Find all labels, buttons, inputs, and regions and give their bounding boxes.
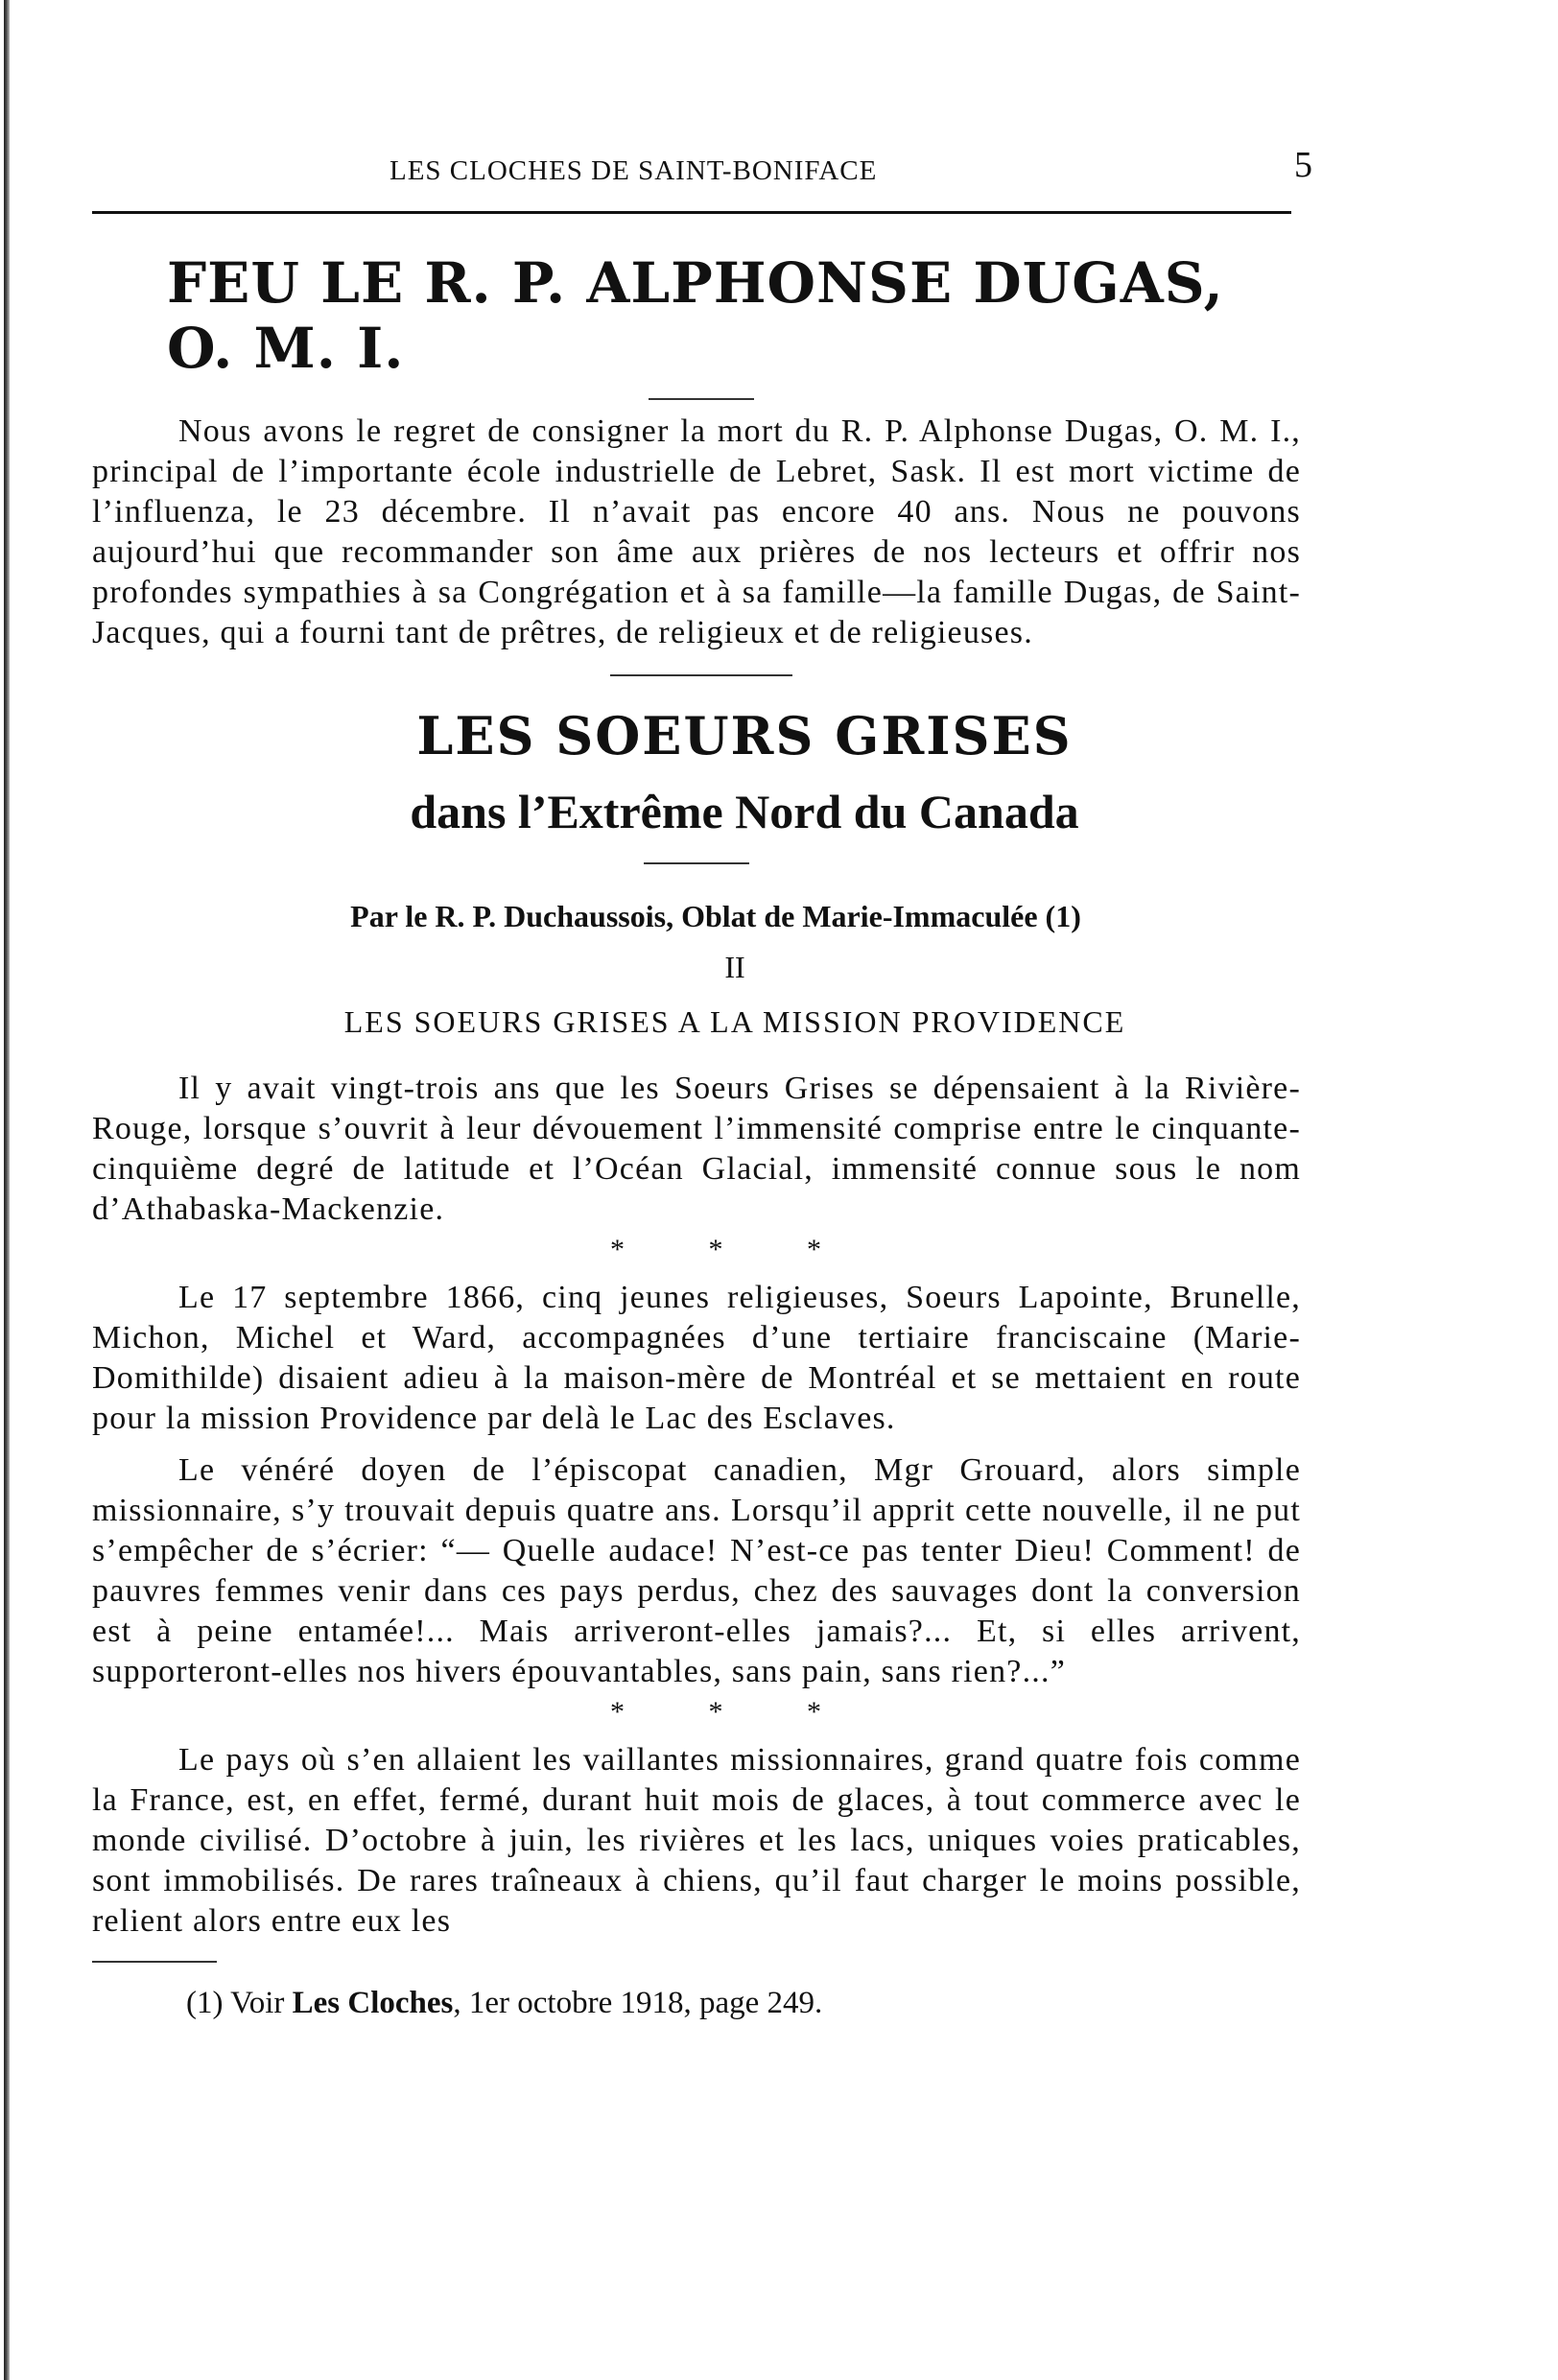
article-paragraph: Le pays où s’en allaient les vaillantes missionnaires, grand quatre fois comme la France, est, en effet, fermé, durant huit mois de glaces, à tout commerce avec le monde civilisé. D’octobre à juin, les rivières et les lacs, uniques voies praticables, sont immobilisés. De rares traîneaux à chiens, qu’il faut charger le moins possible, relient alors entre eux les bbox=[92, 1742, 1301, 1939]
footnote-prefix: (1) Voir bbox=[186, 1986, 285, 2020]
divider bbox=[644, 862, 749, 864]
scan-edge-shadow bbox=[4, 0, 10, 2380]
article-paragraph: Le 17 septembre 1866, cinq jeunes religieuses, Soeurs Lapointe, Brunelle, Michon, Michel et Ward, accompagnées d’une tertiaire franciscaine (Marie-Domithilde) disaient adieu à la maison-mère de Montréal et se mettaient en route pour la mission Providence par delà le Lac des Esclaves. bbox=[92, 1280, 1301, 1436]
part-number: II bbox=[724, 950, 745, 984]
running-head bbox=[92, 144, 1312, 192]
page-number: 5 bbox=[1294, 145, 1312, 185]
article-subtitle: dans l’Extrême Nord du Canada bbox=[410, 785, 1079, 838]
article-paragraph: Le vénéré doyen de l’épiscopat canadien, Mgr Grouard, alors simple missionnaire, s’y trouvait depuis quatre ans. Lorsqu’il apprit cette nouvelle, il ne put s’empêcher de s’écrier: “— Quelle audace! N’est-ce pas tenter Dieu! Comment! de pauvres femmes venir dans ces pays perdus, chez des sauvages dont la conversion est à peine entamée!... Mais arriveront-elles jamais?... Et, si elles arrivent, supporteront-elles nos hivers épouvantables, sans pain, sans rien?...” bbox=[92, 1452, 1301, 1689]
running-head-title: LES CLOCHES DE SAINT-BONIFACE bbox=[390, 155, 878, 186]
divider bbox=[649, 398, 754, 400]
footnote-suffix: , 1er octobre 1918, page 249. bbox=[453, 1986, 823, 2020]
obituary-title: FEU LE R. P. ALPHONSE DUGAS, O. M. I. bbox=[167, 250, 1224, 381]
footnote-source: Les Cloches bbox=[292, 1986, 454, 2020]
header-rule bbox=[92, 211, 1291, 214]
footnote-rule bbox=[92, 1961, 217, 1963]
separator-stars: * * * bbox=[610, 1234, 860, 1265]
section-heading: LES SOEURS GRISES A LA MISSION PROVIDENCE bbox=[343, 1004, 1126, 1039]
separator-stars: * * * bbox=[610, 1696, 860, 1728]
article-byline: Par le R. P. Duchaussois, Oblat de Marie-Immaculée (1) bbox=[350, 899, 1081, 933]
obituary-paragraph: Nous avons le regret de consigner la mort du R. P. Alphonse Dugas, O. M. I., principal de l’importante école industrielle de Lebret, Sask. Il est mort victime de l’influenza, le 23 décembre. Il n’avait pas encore 40 ans. Nous ne pouvons aujourd’hui que recommander son âme aux prières de nos lecteurs et offrir nos profondes sympathies à sa Congrégation et à sa famille—la famille Dugas, de Saint-Jacques, qui a fourni tant de prêtres, de religieux et de religieuses. bbox=[92, 413, 1301, 650]
page bbox=[92, 144, 1312, 2021]
divider bbox=[610, 674, 792, 676]
article-paragraph: Il y avait vingt-trois ans que les Soeurs Grises se dépensaient à la Rivière-Rouge, lorsque s’ouvrit à leur dévouement l’immensité comprise entre le cinquante-cinquième degré de latitude et l’Océan Glacial, immensité connue sous le nom d’Athabaska-Mackenzie. bbox=[92, 1071, 1301, 1227]
footnote bbox=[186, 1986, 1301, 2021]
article-title: LES SOEURS GRISES bbox=[416, 705, 1073, 766]
